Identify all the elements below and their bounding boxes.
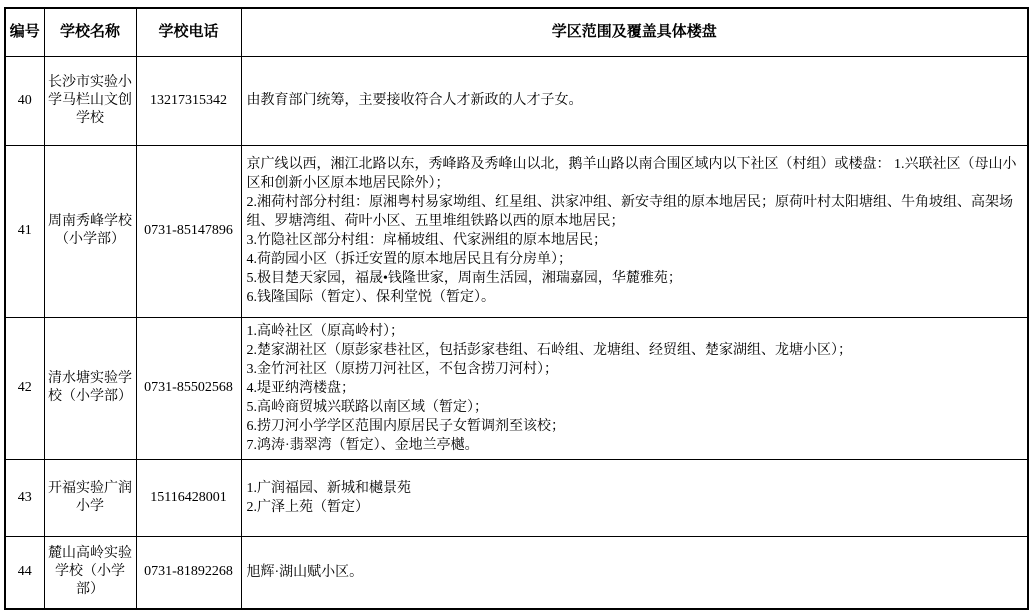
range-line: 2.楚家湖社区（原彭家巷社区，包括彭家巷组、石岭组、龙塘组、经贸组、楚家湖组、龙塘小区）； (246, 342, 852, 358)
table-row (5, 317, 1028, 459)
school-district-table (4, 7, 1029, 610)
header-school-name: 学校名称 (44, 8, 136, 56)
range-line: 2.湘荷村部分村组：原湘粤村易家坳组、红星组、洪家冲组、新安寺组的原本地居民；原荷叶村太阳塘组、牛角坡组、高架场组、罗塘湾组、荷叶小区、五里堆组铁路以西的原本地居民； (246, 195, 1013, 229)
range-line: 4.荷韵园小区（拆迁安置的原本地居民且有分房单）； (246, 252, 572, 267)
school-name-cell: 长沙市实验小学马栏山文创学校 (44, 56, 136, 145)
row-number-cell: 40 (5, 56, 44, 145)
header-district-range: 学区范围及覆盖具体楼盘 (241, 8, 1028, 56)
header-school-phone: 学校电话 (136, 8, 241, 56)
row-number-cell: 44 (5, 536, 44, 609)
school-phone-cell: 0731-81892268 (136, 536, 241, 609)
school-phone-cell: 0731-85502568 (136, 317, 241, 459)
district-range-cell (241, 56, 1028, 145)
range-line: 5.高岭商贸城兴联路以南区域（暂定）； (246, 399, 488, 415)
school-phone-cell: 15116428001 (136, 459, 241, 536)
row-number-cell: 41 (5, 145, 44, 317)
range-line: 4.堤亚纳湾楼盘； (246, 380, 355, 396)
school-name-cell: 麓山高岭实验学校（小学部） (44, 536, 136, 609)
range-line: 旭辉·湖山赋小区。 (246, 564, 364, 580)
district-range-cell (241, 536, 1028, 609)
table-row (5, 459, 1028, 536)
school-phone-cell: 0731-85147896 (136, 145, 241, 317)
range-line: 1.广润福园、新城和樾景苑 (246, 480, 411, 496)
school-phone-cell: 13217315342 (136, 56, 241, 145)
range-line: 1.高岭社区（原高岭村）； (246, 323, 404, 339)
range-line: 6.钱隆国际（暂定）、保利堂悦（暂定）。 (246, 290, 495, 305)
range-line: 6.捞刀河小学学区范围内原居民子女暂调剂至该校； (246, 418, 565, 434)
header-number: 编号 (5, 8, 44, 56)
district-range-cell (241, 317, 1028, 459)
row-number-cell: 42 (5, 317, 44, 459)
table-row (5, 145, 1028, 317)
school-name-cell: 开福实验广润小学 (44, 459, 136, 536)
range-line: 3.竹隐社区部分村组：戽桶坡组、代家洲组的原本地居民； (246, 233, 607, 248)
school-name-cell: 清水塘实验学校（小学部） (44, 317, 136, 459)
range-line: 3.金竹河社区（原捞刀河社区，不包含捞刀河村）； (246, 361, 558, 377)
table-row (5, 56, 1028, 145)
range-line: 2.广泽上苑（暂定） (246, 499, 369, 515)
header-row (5, 8, 1028, 56)
district-range-cell (241, 145, 1028, 317)
row-number-cell: 43 (5, 459, 44, 536)
school-name-cell: 周南秀峰学校（小学部） (44, 145, 136, 317)
range-line: 7.鸿涛·翡翠湾（暂定）、金地兰亭樾。 (246, 437, 479, 453)
range-line: 5.极目楚天家园，福晟•钱隆世家，周南生活园，湘瑞嘉园，华麓雅苑； (246, 271, 682, 286)
district-range-cell (241, 459, 1028, 536)
range-line: 由教育部门统筹，主要接收符合人才新政的人才子女。 (246, 93, 583, 108)
range-line: 京广线以西，湘江北路以东，秀峰路及秀峰山以北，鹅羊山路以南合围区域内以下社区（村组）或楼盘： 1.兴联社区（母山小区和创新小区原本地居民除外）； (246, 157, 1017, 191)
table-row (5, 536, 1028, 609)
